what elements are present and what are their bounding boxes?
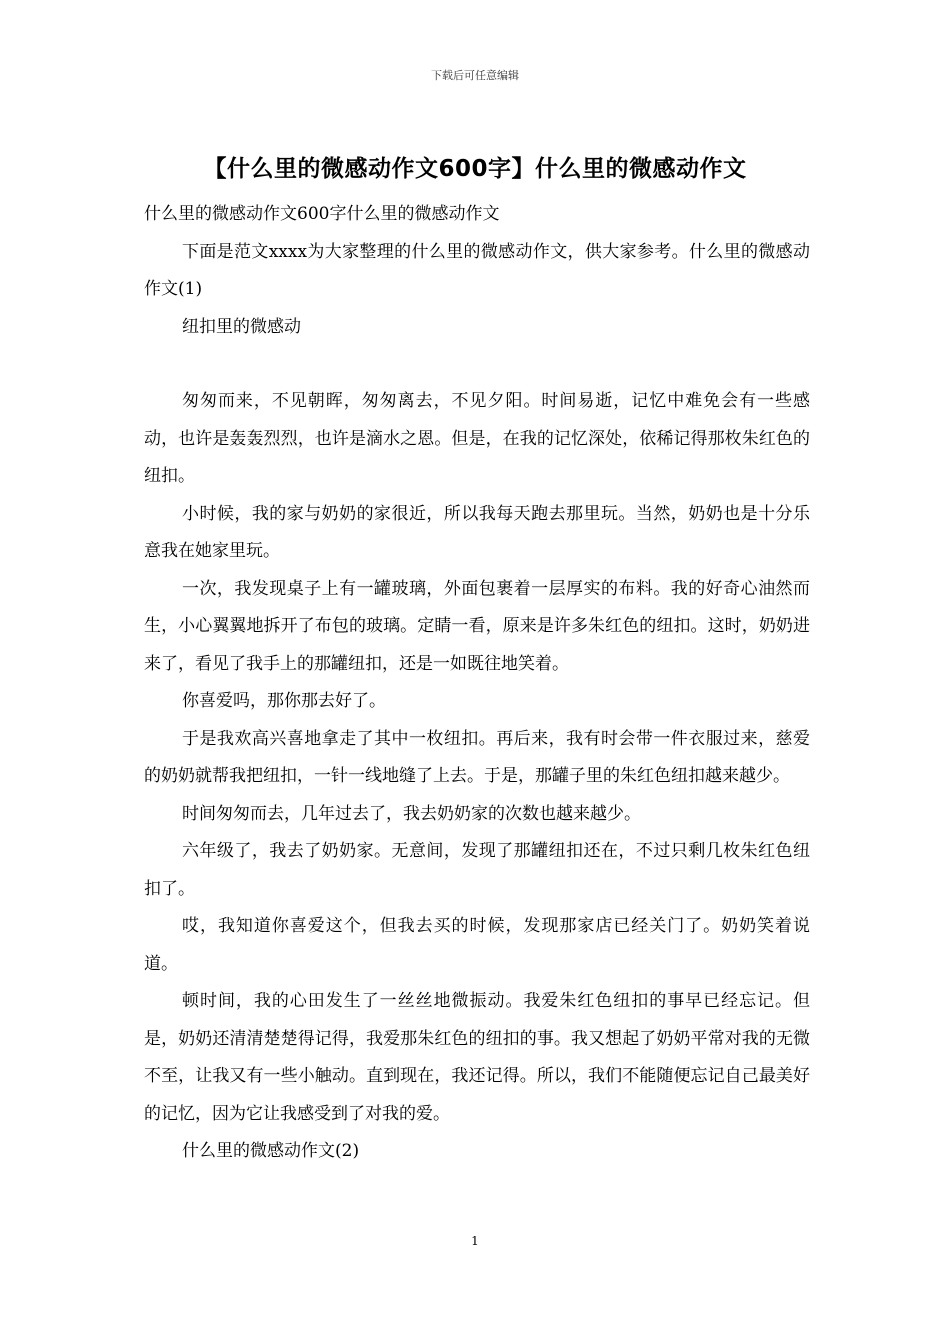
header-note: 下载后可任意编辑: [431, 69, 519, 82]
paragraph: 于是我欢高兴喜地拿走了其中一枚纽扣。再后来，我有时会带一件衣服过来，慈爱的奶奶就帮我把纽扣，一针一线地缝了上去。于是，那罐子里的朱红色纽扣越来越少。: [144, 728, 810, 786]
paragraph-intro: 下面是范文xxxx为大家整理的什么里的微感动作文，供大家参考。什么里的微感动作文(1): [144, 241, 810, 299]
document-body: [144, 196, 810, 1171]
blank-line: [144, 346, 810, 383]
paragraph: 小时候，我的家与奶奶的家很近，所以我每天跑去那里玩。当然，奶奶也是十分乐意我在她家里玩。: [144, 503, 810, 561]
paragraph: 一次，我发现桌子上有一罐玻璃，外面包裹着一层厚实的布料。我的好奇心油然而生，小心翼翼地拆开了布包的玻璃。定睛一看，原来是许多朱红色的纽扣。这时，奶奶进来了，看见了我手上的那罐纽扣，还是一如既往地笑着。: [144, 578, 810, 674]
paragraph: 顿时间，我的心田发生了一丝丝地微振动。我爱朱红色纽扣的事早已经忘记。但是，奶奶还清清楚楚得记得，我爱那朱红色的纽扣的事。我又想起了奶奶平常对我的无微不至，让我又有一些小触动。直到现在，我还记得。所以，我们不能随便忘记自己最美好的记忆，因为它让我感受到了对我的爱。: [144, 991, 810, 1124]
paragraph: 哎，我知道你喜爱这个，但我去买的时候，发现那家店已经关门了。奶奶笑着说道。: [144, 916, 810, 974]
section-heading: 什么里的微感动作文(2): [182, 1141, 360, 1161]
paragraph: 六年级了，我去了奶奶家。无意间，发现了那罐纽扣还在，不过只剩几枚朱红色纽扣了。: [144, 841, 810, 899]
document-title: 【什么里的微感动作文600字】什么里的微感动作文: [203, 156, 747, 182]
paragraph: 时间匆匆而去，几年过去了，我去奶奶家的次数也越来越少。: [182, 803, 641, 824]
subtitle-line: 什么里的微感动作文600字什么里的微感动作文: [144, 204, 500, 224]
essay-heading: 纽扣里的微感动: [182, 316, 301, 337]
page-number: 1: [471, 1234, 479, 1248]
paragraph: 匆匆而来，不见朝晖，匆匆离去，不见夕阳。时间易逝，记忆中难免会有一些感动，也许是轰轰烈烈，也许是滴水之恩。但是，在我的记忆深处，依稀记得那枚朱红色的纽扣。: [144, 391, 810, 486]
paragraph: 你喜爱吗，那你那去好了。: [182, 691, 386, 711]
